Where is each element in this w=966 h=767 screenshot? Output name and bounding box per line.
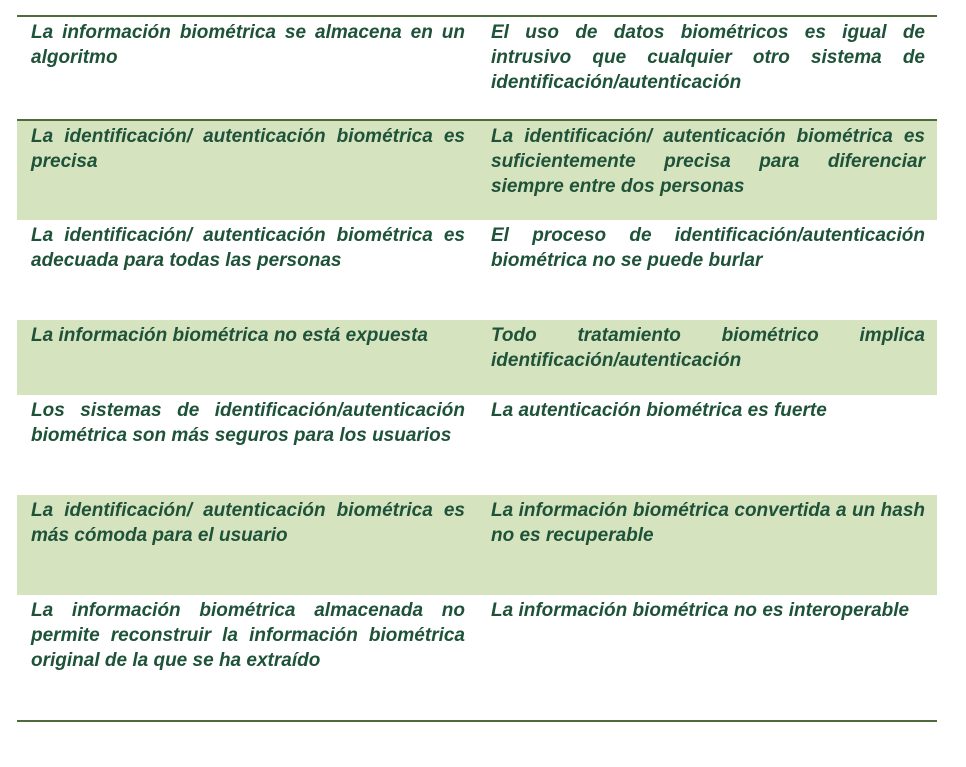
table-cell-left: La información biométrica se almacena en un algoritmo: [31, 22, 465, 68]
table-row: [17, 119, 937, 220]
table-cell-right: La información biométrica convertida a un hash no es recuperable: [491, 500, 925, 546]
table-row: [17, 17, 937, 119]
table-row: [17, 320, 937, 395]
table-cell-left: La información biométrica almacenada no permite reconstruir la información biométrica original de la que se ha extraído: [31, 600, 465, 671]
table-cell-right: El proceso de identificación/autenticación biométrica no se puede burlar: [491, 225, 925, 271]
table-cell-left: La identificación/ autenticación biométrica es más cómoda para el usuario: [31, 500, 465, 546]
table-cell-right: Todo tratamiento biométrico implica identificación/autenticación: [491, 325, 925, 371]
table-cell-right: La identificación/ autenticación biométrica es suficientemente precisa para diferenciar siempre entre dos personas: [491, 126, 925, 197]
myths-table: [17, 15, 937, 722]
table-row: [17, 495, 937, 595]
table-cell-right: La información biométrica no es interoperable: [491, 600, 910, 621]
table-cell-right: La autenticación biométrica es fuerte: [491, 400, 827, 421]
table-row: [17, 395, 937, 495]
table-cell-left: La identificación/ autenticación biométrica es adecuada para todas las personas: [31, 225, 465, 271]
table-cell-right: El uso de datos biométricos es igual de intrusivo que cualquier otro sistema de identificación/autenticación: [491, 22, 925, 93]
table-row: [17, 595, 937, 720]
table-cell-left: La información biométrica no está expuesta: [31, 325, 428, 346]
table-row: [17, 220, 937, 320]
table-cell-left: Los sistemas de identificación/autenticación biométrica son más seguros para los usuarios: [31, 400, 465, 446]
table-cell-left: La identificación/ autenticación biométrica es precisa: [31, 126, 465, 172]
